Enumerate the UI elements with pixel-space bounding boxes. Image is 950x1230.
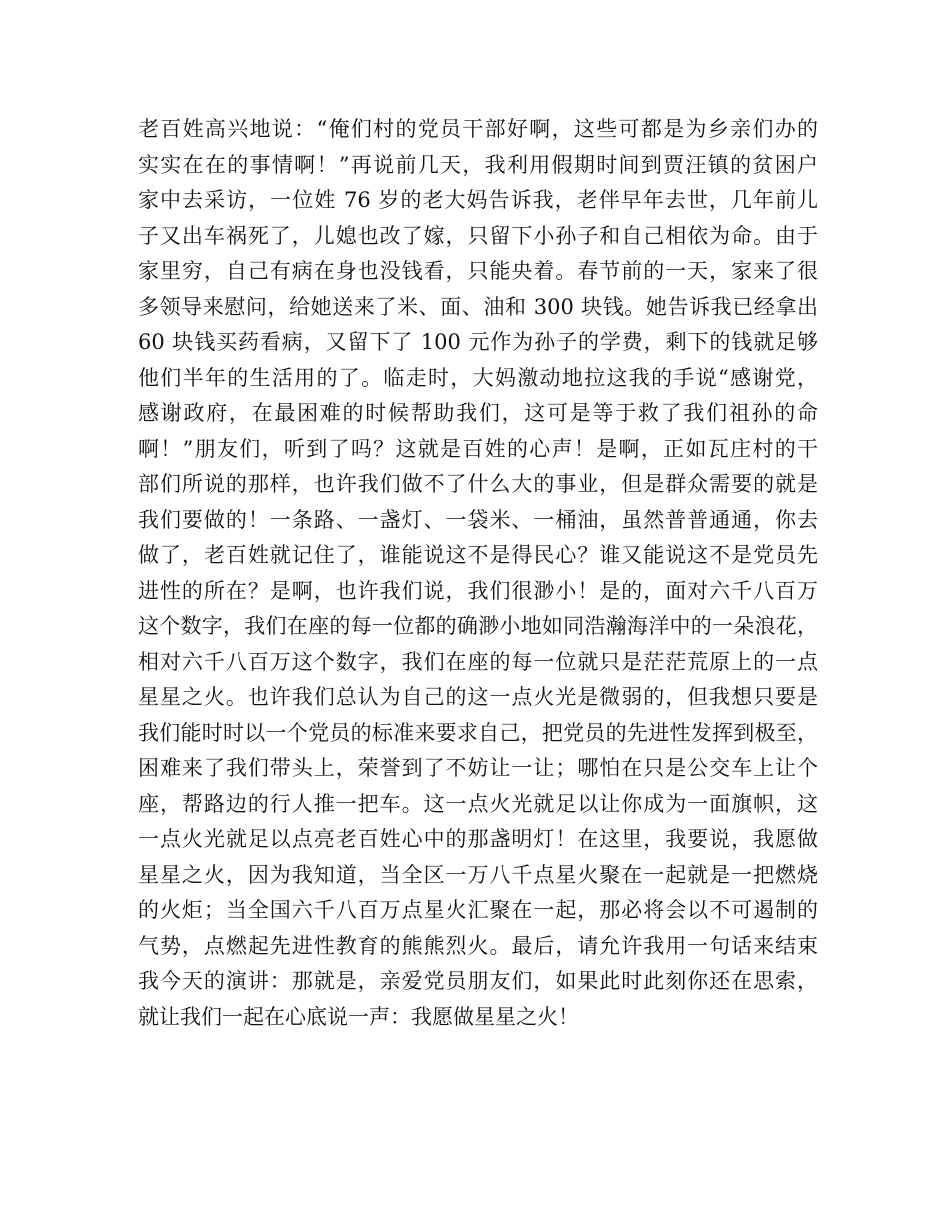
text-line: 感谢政府，在最困难的时候帮助我们，这可是等于救了我们祖孙的命 <box>138 401 818 425</box>
text-line: 多领导来慰问，给她送来了米、面、油和 300 块钱。她告诉我已经拿出 <box>138 294 818 319</box>
text-line: 星星之火。也许我们总认为自己的这一点火光是微弱的，但我想只要是 <box>138 685 818 709</box>
text-line: 他们半年的生活用的了。临走时，大妈激动地拉这我的手说“感谢党， <box>138 365 818 390</box>
text-line: 座，帮路边的行人推一把车。这一点火光就足以让你成为一面旗帜，这 <box>138 791 818 816</box>
text-line: 的火炬；当全国六千八百万点星火汇聚在一起，那必将会以不可遏制的 <box>138 898 818 922</box>
text-line: 就让我们一起在心底说一声：我愿做星星之火！ <box>138 1004 579 1029</box>
text-line: 一点火光就足以点亮老百姓心中的那盏明灯！在这里，我要说，我愿做 <box>138 827 818 851</box>
text-line: 60 块钱买药看病，又留下了 100 元作为孙子的学费，剩下的钱就足够 <box>138 330 818 354</box>
text-line: 实实在在的事情啊！”再说前几天，我利用假期时间到贾汪镇的贫困户 <box>138 152 818 177</box>
text-line: 家中去采访，一位姓 76 岁的老大妈告诉我，老伴早年去世，几年前儿 <box>138 188 818 212</box>
text-line: 星星之火，因为我知道，当全区一万八千点星火聚在一起就是一把燃烧 <box>138 862 818 887</box>
text-line: 子又出车祸死了，儿媳也改了嫁，只留下小孙子和自己相依为命。由于 <box>138 223 818 248</box>
text-line: 啊！”朋友们，听到了吗？这就是百姓的心声！是啊，正如瓦庄村的干 <box>138 436 818 461</box>
text-line: 我今天的演讲：那就是，亲爱党员朋友们，如果此时此刻你还在思索， <box>138 969 818 993</box>
text-line: 我们能时时以一个党员的标准来要求自己，把党员的先进性发挥到极至， <box>138 720 818 745</box>
text-line: 进性的所在？是啊，也许我们说，我们很渺小！是的，面对六千八百万 <box>138 578 818 603</box>
text-line: 困难来了我们带头上，荣誉到了不妨让一让；哪怕在只是公交车上让个 <box>138 756 818 780</box>
text-line: 我们要做的！一条路、一盏灯、一袋米、一桶油，虽然普普通通，你去 <box>138 507 818 532</box>
text-line: 老百姓高兴地说：“俺们村的党员干部好啊，这些可都是为乡亲们办的 <box>138 117 818 141</box>
text-line: 部们所说的那样，也许我们做不了什么大的事业，但是群众需要的就是 <box>138 472 818 496</box>
text-line: 这个数字，我们在座的每一位都的确渺小地如同浩瀚海洋中的一朵浪花， <box>138 614 818 638</box>
text-line: 做了，老百姓就记住了，谁能说这不是得民心？谁又能说这不是党员先 <box>138 543 818 567</box>
body-text <box>138 112 818 1035</box>
text-line: 相对六千八百万这个数字，我们在座的每一位就只是茫茫荒原上的一点 <box>138 649 818 674</box>
text-line: 家里穷，自己有病在身也没钱看，只能央着。春节前的一天，家来了很 <box>138 259 818 283</box>
text-line: 气势，点燃起先进性教育的熊熊烈火。最后，请允许我用一句话来结束 <box>138 933 818 958</box>
